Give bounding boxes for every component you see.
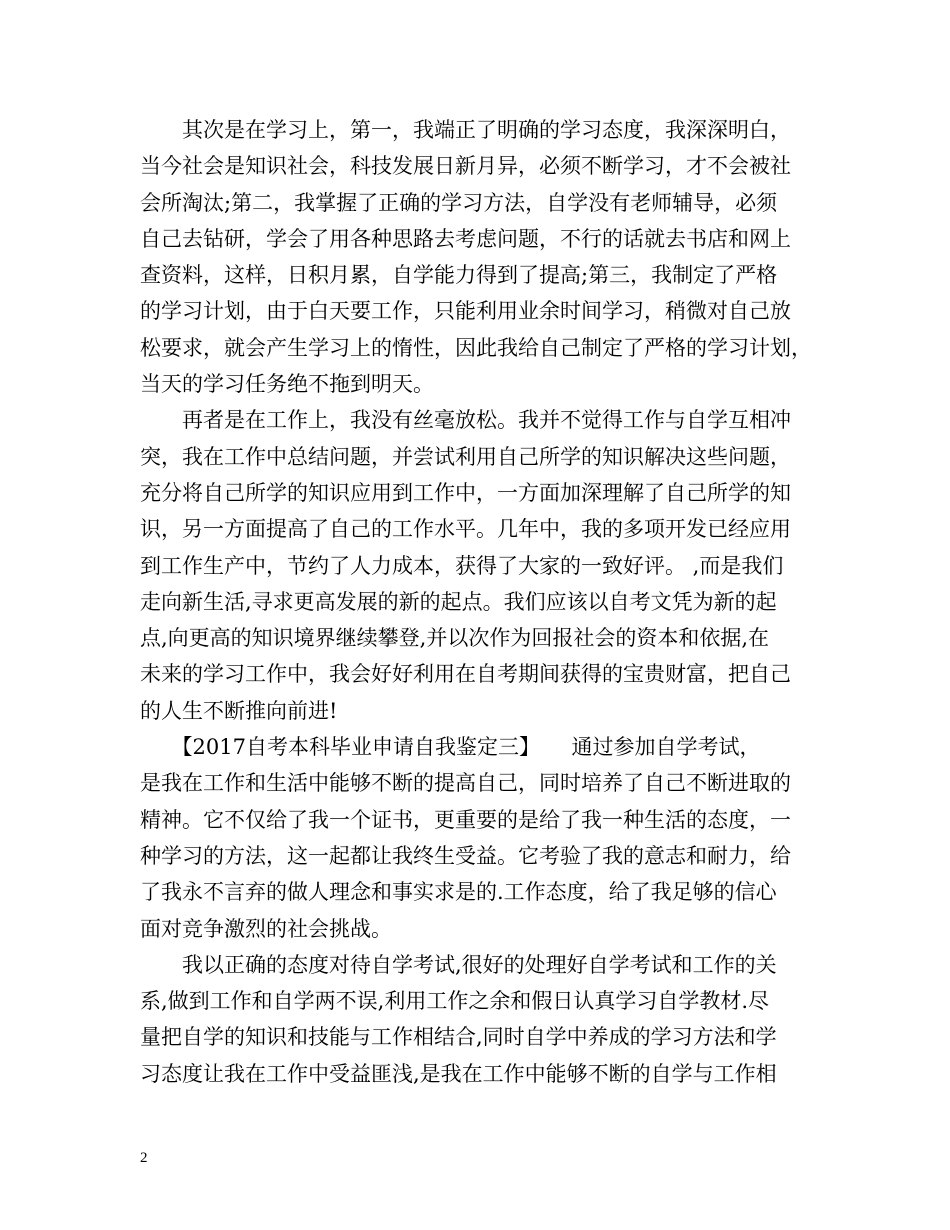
text-line: 面对竞争激烈的社会挑战。: [140, 916, 392, 941]
text-line: 种学习的方法，这一起都让我终生受益。它考验了我的意志和耐力，给: [140, 843, 791, 868]
text-line: 的人生不断推向前进!: [140, 698, 338, 723]
text-line: 我以正确的态度对待自学考试,很好的处理好自学考试和工作的关: [140, 952, 777, 977]
page-number: 2: [140, 1150, 148, 1166]
text-line: 当天的学习任务绝不拖到明天。: [140, 372, 434, 397]
text-line: 系,做到工作和自学两不误,利用工作之余和假日认真学习自学教材.尽: [140, 989, 770, 1014]
text-line: 其次是在学习上，第一，我端正了明确的学习态度，我深深明白，: [140, 118, 791, 142]
text-line: 习态度让我在工作中受益匪浅,是我在工作中能够不断的自学与工作相: [140, 1061, 777, 1086]
text-line: 量把自学的知识和技能与工作相结合,同时自学中养成的学习方法和学: [140, 1025, 777, 1050]
text-line: 查资料，这样，日积月累，自学能力得到了提高;第三，我制定了严格: [140, 263, 778, 288]
text-line: 当今社会是知识社会，科技发展日新月异，必须不断学习，才不会被社: [140, 154, 791, 179]
text-line: 未来的学习工作中，我会好好利用在自考期间获得的宝贵财富，把自己: [140, 662, 791, 687]
body-text: [140, 112, 830, 1092]
text-line: 精神。它不仅给了我一个证书，更重要的是给了我一种生活的态度，一: [140, 807, 791, 832]
text-line: 充分将自己所学的知识应用到工作中，一方面加深理解了自己所学的知: [140, 480, 791, 505]
text-line: 走向新生活,寻求更高发展的新的起点。我们应该以自考文凭为新的起: [140, 589, 777, 614]
text-line: 是我在工作和生活中能够不断的提高自己，同时培养了自己不断进取的: [140, 771, 791, 796]
text-line: 再者是在工作上，我没有丝毫放松。我并不觉得工作与自学互相冲: [140, 408, 791, 433]
text-line: 松要求，就会产生学习上的惰性，因此我给自己制定了严格的学习计划，: [140, 335, 812, 360]
text-line: 自己去钻研，学会了用各种思路去考虑问题，不行的话就去书店和网上: [140, 226, 791, 251]
text-line: 突，我在工作中总结问题，并尝试利用自己所学的知识解决这些问题，: [140, 444, 791, 469]
text-line: 到工作生产中，节约了人力成本，获得了大家的一致好评。 ,而是我们: [140, 553, 784, 578]
text-line: 识，另一方面提高了自己的工作水平。几年中，我的多项开发已经应用: [140, 517, 791, 542]
text-line: 【2017自考本科毕业申请自我鉴定三】 通过参加自学考试，: [140, 735, 761, 760]
text-line: 的学习计划，由于白天要工作，只能利用业余时间学习，稍微对自己放: [140, 299, 791, 324]
text-line: 点,向更高的知识境界继续攀登,并以次作为回报社会的资本和依据,在: [140, 626, 770, 651]
text-line: 了我永不言弃的做人理念和事实求是的.工作态度，给了我足够的信心: [140, 880, 777, 905]
text-line: 会所淘汰;第二，我掌握了正确的学习方法，自学没有老师辅导，必须: [140, 190, 778, 215]
